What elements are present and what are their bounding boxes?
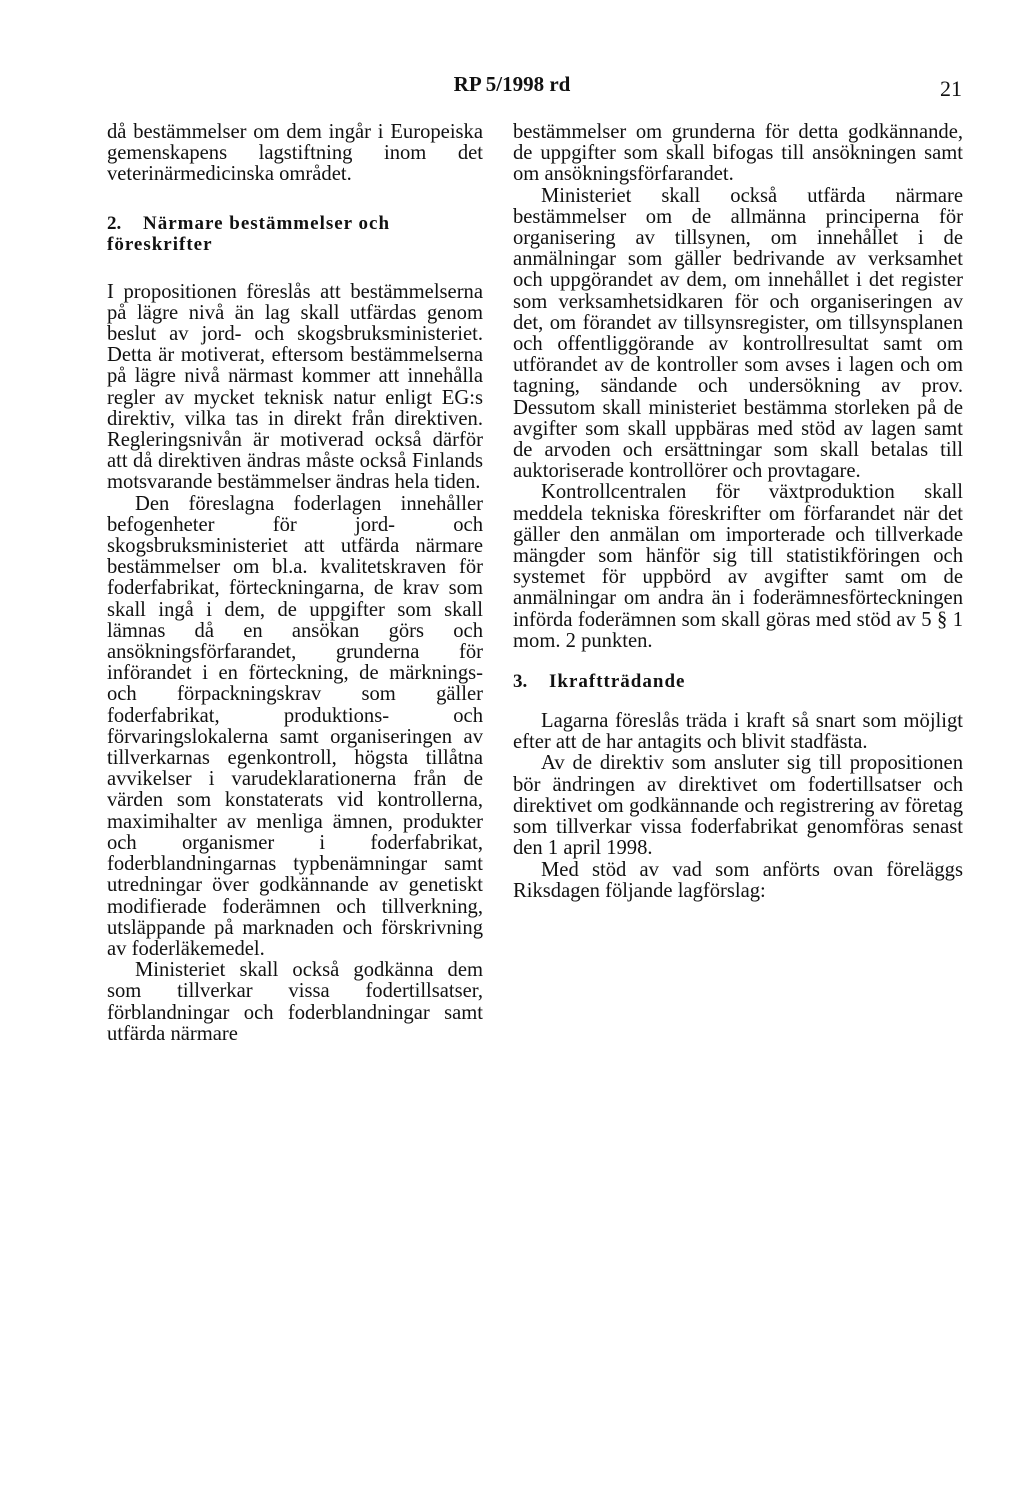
- paragraph-foderlagen: Den föreslagna foderlagen innehåller befogenheter för jord- och skogsbruksministeriet att utfärda närmare bestämmelser om bl.a. kvalitetskraven för foderfabrikat, förteckningarna, de krav som skall ingå i dem, de uppgifter som skall lämnas då en ansökan görs och ansökningsförfarandet, grunderna för införandet i en förteckning, de märknings- och förpackningskrav som gäller foderfabrikat, produktions- och förvaringslokalerna samt organiseringen av tillverkarnas egenkontroll, högsta tillåtna avvikelser i varudeklarationerna från de värden som konstaterats vid kontrollerna, maximihalter av menliga ämnen, produkter och organismer i foderfabrikat, foderblandningarnas typbenämningar samt utredningar över godkännande av genetiskt modifierade foderämnen och tillverkning, utsläppande på marknaden och förskrivning av foderläkemedel.: [107, 492, 483, 960]
- paragraph-continuation: bestämmelser om grunderna för detta godkännande, de uppgifter som skall bifogas till ansökningen samt om ansökningsförfarandet.: [513, 121, 963, 186]
- section-title: Närmare bestämmelser och föreskrifter: [107, 212, 391, 255]
- paragraph-direktiv: Av de direktiv som ansluter sig till propositionen bör ändringen av direktivet om fodertillsatser och direktivet om godkännande och registrering av företag som tillverkar vissa foderfabrikat genomföras senast den 1 april 1998.: [513, 752, 963, 860]
- running-header: RP 5/1998 rd: [453, 72, 571, 96]
- right-column: [513, 122, 963, 902]
- section-heading-2: [107, 213, 483, 255]
- section-number: 3.: [513, 671, 528, 693]
- paragraph-kontrollcentralen: Kontrollcentralen för växtproduktion skall meddela tekniska föreskrifter om förfarandet när det gäller den anmälan om importerade och tillverkade mängder som hänför sig till statistikföringen och systemet för uppbörd av avgifter samt om de anmälningar om andra än i foderämnesförteckningen införda foderämnen som skall göras med stöd av 5 § 1 mom. 2 punkten.: [513, 481, 963, 652]
- paragraph-ministeriet: Ministeriet skall också godkänna dem som tillverkar vissa fodertillsatser, förblandningar och foderblandningar samt utfärda närmare: [107, 959, 483, 1045]
- section-title: Ikraftträdande: [549, 671, 686, 693]
- section-number: 2.: [107, 212, 122, 234]
- left-column: [107, 122, 483, 1045]
- paragraph-med-stod: Med stöd av vad som anförts ovan föreläggs Riksdagen följande lagförslag:: [513, 858, 963, 902]
- page-number: 21: [940, 76, 962, 101]
- paragraph-intro: då bestämmelser om dem ingår i Europeiska gemenskapens lagstiftning inom det veterinärmedicinska området.: [107, 121, 483, 186]
- paragraph-proposition: I propositionen föreslås att bestämmelserna på lägre nivå än lag skall utfärdas genom beslut av jord- och skogsbruksministeriet. Detta är motiverat, eftersom bestämmelserna på lägre nivå närmast kommer att innehålla regler av mycket teknisk natur enligt EG:s direktiv, vilka tas in direkt från direktiven. Regleringsnivån är motiverad också därför att då direktiven ändras måste också Finlands motsvarande bestämmelser ändras hela tiden.: [107, 280, 483, 494]
- section-heading-3: [513, 671, 963, 692]
- paragraph-ministeriet-2: Ministeriet skall också utfärda närmare bestämmelser om de allmänna principerna för organisering av tillsynen, om innehållet i de anmälningar som gäller bedrivande av verksamhet och uppgörandet av dem, om innehållet i det register som verksamhetsidkaren för och organiseringen av det, om förandet av tillsynsregister, om tillsynsplanen och offentliggörande av kontrollresultat samt om utförandet av de kontroller som avses i lagen och om tagning, sändande och undersökning av prov. Dessutom skall ministeriet bestämma storleken på de avgifter som skall uppbäras med stöd av lagen samt de arvoden och ersättningar som skall betalas till auktoriserade kontrollörer och provtagare.: [513, 184, 963, 483]
- paragraph-lagarna: Lagarna föreslås träda i kraft så snart som möjligt efter att de har antagits och blivit stadfästa.: [513, 710, 963, 754]
